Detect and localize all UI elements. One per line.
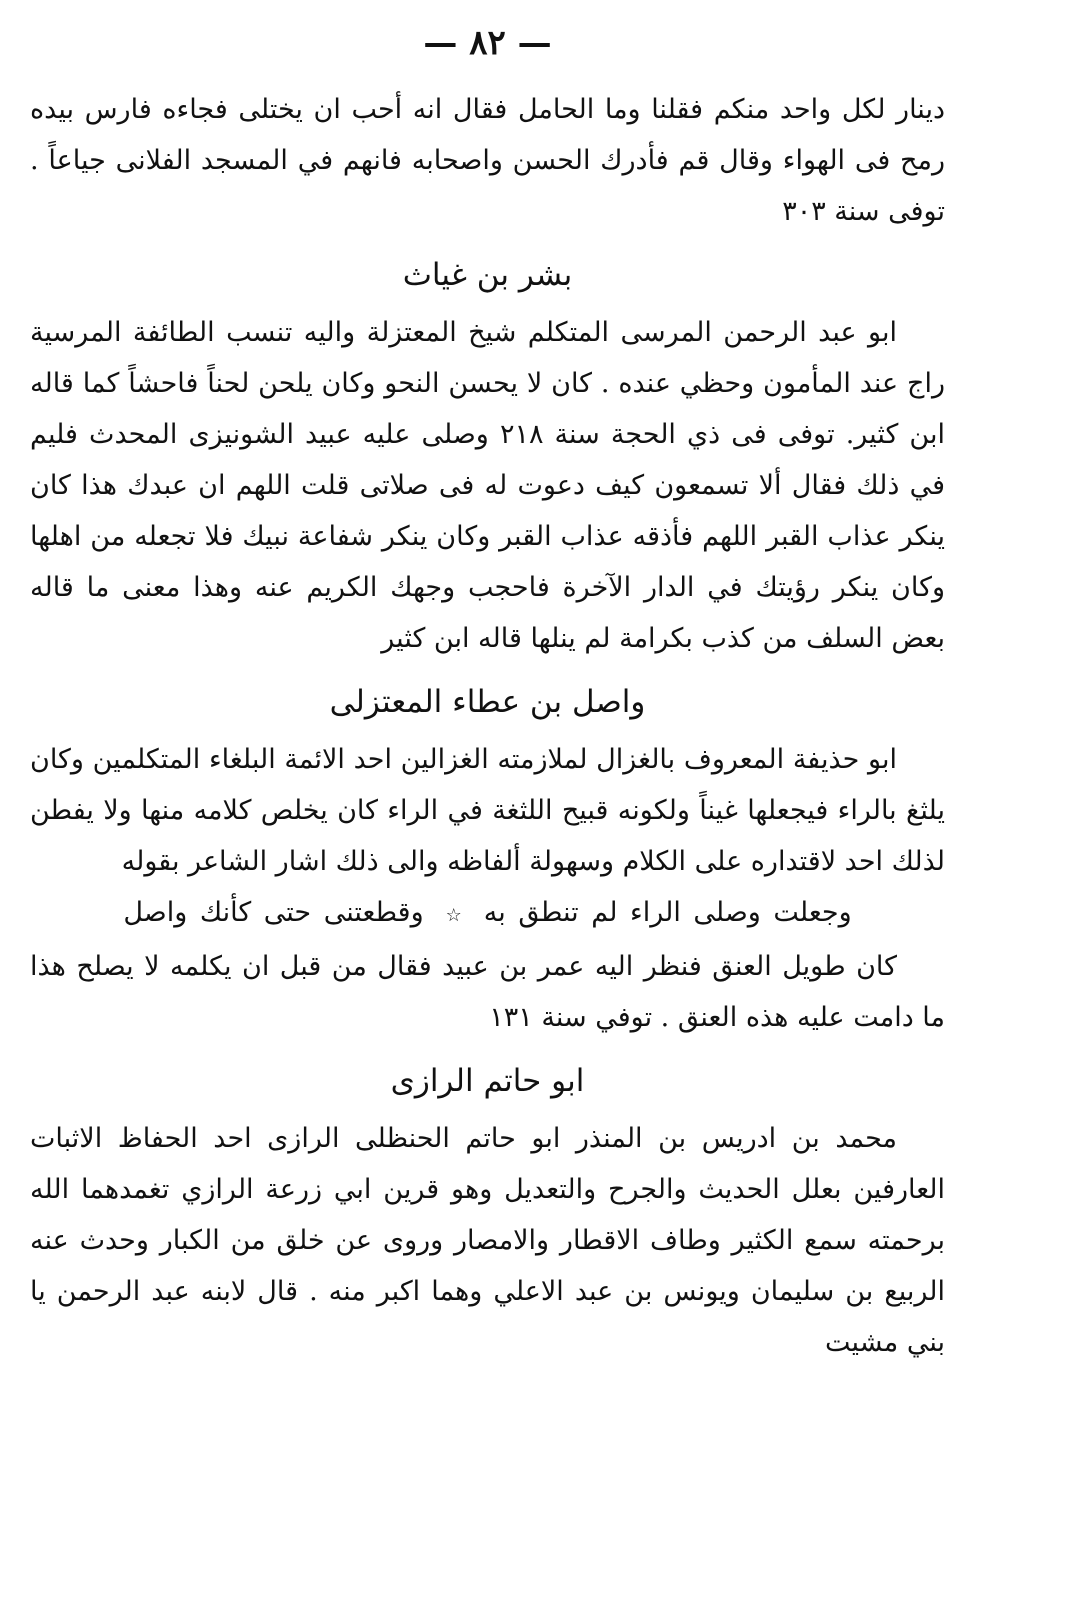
verse-separator-star: ☆ — [445, 905, 462, 926]
section-heading-wasil: واصل بن عطاء المعتزلى — [329, 684, 646, 720]
paragraph-wasil: ابو حذيفة المعروف بالغزال لملازمته الغزالين احد الائمة البلغاء المتكلمين وكان يلثغ بالراء فيجعلها غيناً ولكونه قبيح اللثغة في الراء كان يخلص كلامه منها ولا يفطن لذلك احد لاقتداره على الكلام وسهولة ألفاظه والى ذلك اشار الشاعر بقوله — [30, 744, 945, 877]
page-number: — ٨٢ — — [423, 23, 552, 63]
verse-first-hemistich: وجعلت وصلى الراء لم تنطق به — [483, 897, 852, 928]
paragraph-abu-hatim: محمد بن ادريس بن المنذر ابو حاتم الحنظلى الرازى احد الحفاظ الاثبات العارفين بعلل الحديث والجرح والتعديل وهو قرين ابي زرعة الرازي تغمدهما الله برحمته سمع الكثير وطاف الاقطار والامصار وروى عن خلق من الكبار وحدث عنه الربيع بن سليمان ويونس بن عبد الاعلي وهما اكبر منه . قال لابنه عبد الرحمن يا بني مشيت — [30, 1123, 945, 1358]
poetry-verse — [30, 887, 945, 941]
section-heading-bishr: بشر بن غياث — [402, 257, 573, 293]
verse-second-hemistich: وقطعتنى حتى كأنك واصل — [123, 897, 424, 928]
paragraph-bishr: ابو عبد الرحمن المرسى المتكلم شيخ المعتزلة واليه تنسب الطائفة المرسية راج عند المأمون وحظي عنده . كان لا يحسن النحو وكان يلحن لحناً فاحشاً كما قاله ابن كثير. توفى فى ذي الحجة سنة ٢١٨ وصلى عليه عبيد الشونيزى المحدث فليم في ذلك فقال ألا تسمعون كيف دعوت له فى صلاتى قلت اللهم ان عبدك هذا كان ينكر عذاب القبر اللهم فأذقه عذاب القبر وكان ينكر شفاعة نبيك فلا تجعله من اهلها وكان ينكر رؤيتك في الدار الآخرة فاحجب وجهك الكريم عنه وهذا معنى ما قاله بعض السلف من كذب بكرامة لم ينلها قاله ابن كثير — [30, 317, 945, 654]
paragraph-continuation: دينار لكل واحد منكم فقلنا وما الحامل فقال انه أحب ان يختلى فجاءه فارس بيده رمح فى الهواء وقال قم فأدرك الحسن واصحابه فانهم في المسجد الفلانى جياعاً . توفى سنة ٣٠٣ — [30, 94, 945, 227]
paragraph-wasil-continued: كان طويل العنق فنظر اليه عمر بن عبيد فقال من قبل ان يكلمه لا يصلح هذا ما دامت عليه هذه العنق . توفي سنة ١٣١ — [30, 951, 945, 1033]
section-heading-abu-hatim: ابو حاتم الرازى — [390, 1063, 585, 1099]
book-page — [30, 18, 945, 1588]
